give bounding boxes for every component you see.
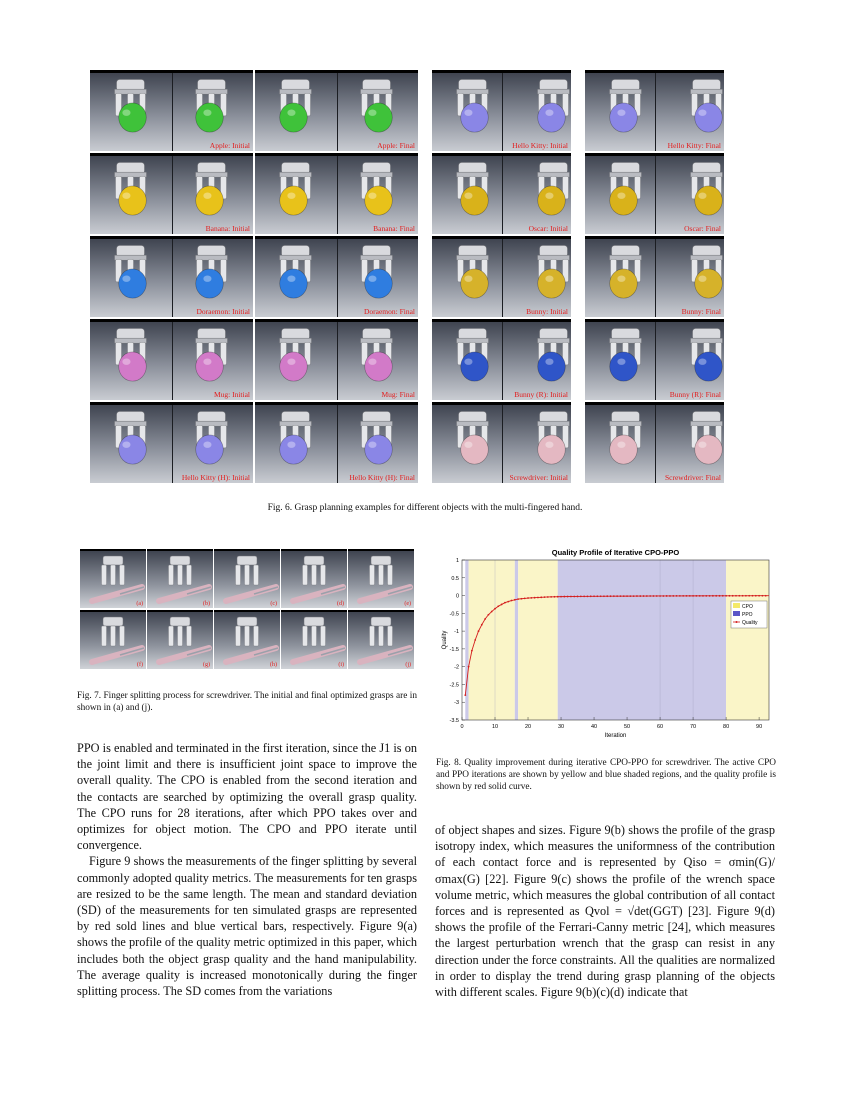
panel-label: Screwdriver: Final	[664, 473, 721, 482]
quality-point	[534, 597, 536, 599]
splitting-scene	[147, 551, 213, 608]
panel-label: Bunny: Initial	[526, 307, 568, 316]
quality-point	[554, 596, 556, 598]
panel-label: Bunny: Final	[681, 307, 721, 316]
grasp-panel	[90, 319, 253, 400]
y-tick-label: -0.5	[449, 611, 459, 618]
quality-point	[610, 595, 612, 597]
y-tick-label: 1	[455, 558, 459, 564]
panel-divider	[502, 239, 503, 317]
quality-point	[481, 624, 483, 626]
grasp-panel	[90, 402, 253, 483]
panel-divider	[502, 156, 503, 234]
x-tick-label: 60	[657, 724, 664, 730]
quality-point	[722, 595, 724, 597]
quality-point	[580, 596, 582, 598]
panel-label: Hello Kitty: Initial	[512, 141, 568, 150]
panel-divider	[337, 156, 338, 234]
quality-point	[504, 602, 506, 604]
grasp-panel	[255, 319, 418, 400]
quality-point	[646, 595, 648, 597]
quality-point	[600, 595, 602, 597]
quality-point	[587, 595, 589, 597]
x-tick-label: 80	[723, 724, 730, 730]
quality-point	[748, 595, 750, 597]
y-tick-label: -2.5	[449, 682, 459, 689]
fig8-caption: Fig. 8. Quality improvement during iterative CPO-PPO for screwdriver. The active CPO and PPO iterations are shown by yellow and blue shaded regions, and the quality profile is shown by red solid curve.	[436, 758, 776, 792]
y-tick-label: 0.5	[451, 575, 459, 582]
x-tick-label: 0	[460, 724, 464, 730]
region-cpo	[726, 560, 769, 720]
x-tick-label: 20	[524, 724, 532, 730]
panel-divider	[172, 239, 173, 317]
y-tick-label: 0	[455, 593, 459, 600]
quality-point	[474, 639, 476, 641]
quality-point	[761, 595, 763, 597]
quality-point	[478, 630, 480, 632]
quality-point	[514, 599, 516, 601]
splitting-label: (j)	[405, 662, 411, 668]
panel-label: Hello Kitty (H): Final	[349, 473, 415, 482]
quality-point	[735, 595, 737, 597]
splitting-scene	[348, 551, 414, 608]
quality-point	[606, 595, 608, 597]
quality-point	[593, 595, 595, 597]
quality-point	[527, 597, 529, 599]
grasp-panel	[90, 153, 253, 234]
quality-point	[616, 595, 618, 597]
grasp-panel	[432, 236, 571, 317]
region-cpo	[518, 560, 558, 720]
splitting-scene	[281, 612, 347, 669]
quality-point	[626, 595, 628, 597]
chart-title: Quality Profile of Iterative CPO-PPO	[551, 548, 680, 557]
grasp-panel	[585, 70, 724, 151]
panel-label: Banana: Final	[373, 224, 415, 233]
splitting-panel	[80, 610, 146, 669]
panel-label: Hello Kitty (H): Initial	[181, 473, 250, 482]
quality-point	[765, 595, 767, 597]
splitting-label: (d)	[337, 601, 344, 607]
panel-divider	[502, 405, 503, 483]
grasp-panel	[90, 70, 253, 151]
y-tick-label: -3.5	[449, 718, 459, 724]
quality-point	[719, 595, 721, 597]
quality-point	[709, 595, 711, 597]
quality-point	[494, 608, 496, 610]
panel-label: Bunny (R): Initial	[514, 390, 568, 399]
x-tick-label: 10	[491, 724, 499, 730]
quality-point	[662, 595, 664, 597]
quality-point	[537, 597, 539, 599]
splitting-scene	[214, 612, 280, 669]
quality-point	[636, 595, 638, 597]
quality-point	[689, 595, 691, 597]
quality-point	[682, 595, 684, 597]
quality-point	[524, 598, 526, 600]
splitting-panel	[147, 549, 213, 608]
quality-point	[643, 595, 645, 597]
grasp-panel	[432, 153, 571, 234]
quality-point	[540, 596, 542, 598]
column-right	[435, 822, 775, 1000]
region-ppo	[515, 560, 518, 720]
panel-divider	[337, 73, 338, 151]
panel-label: Banana: Initial	[205, 224, 250, 233]
quality-point	[596, 595, 598, 597]
quality-point	[649, 595, 651, 597]
splitting-scene	[80, 612, 146, 669]
quality-point	[692, 595, 694, 597]
panel-label: Apple: Initial	[209, 141, 250, 150]
panel-divider	[502, 322, 503, 400]
quality-point	[560, 596, 562, 598]
grasp-panel	[255, 70, 418, 151]
quality-point	[633, 595, 635, 597]
x-tick-label: 40	[590, 724, 598, 730]
panel-label: Oscar: Initial	[528, 224, 568, 233]
quality-point	[570, 596, 572, 598]
quality-point	[563, 596, 565, 598]
quality-point	[468, 666, 470, 668]
splitting-label: (g)	[203, 662, 210, 668]
splitting-scene	[80, 551, 146, 608]
quality-point	[666, 595, 668, 597]
grasp-panel	[585, 319, 724, 400]
quality-point	[577, 596, 579, 598]
quality-point	[629, 595, 631, 597]
quality-point	[732, 595, 734, 597]
panel-divider	[502, 73, 503, 151]
panel-divider	[655, 156, 656, 234]
quality-point	[639, 595, 641, 597]
grasp-panel	[432, 70, 571, 151]
quality-profile-svg	[436, 544, 776, 754]
quality-point	[672, 595, 674, 597]
legend-swatch	[733, 611, 740, 616]
y-axis-label: Quality	[442, 630, 448, 650]
quality-point	[705, 595, 707, 597]
legend-label: PPO	[742, 612, 753, 618]
legend-label: Quality	[742, 620, 758, 626]
panel-divider	[172, 322, 173, 400]
grasp-panel	[585, 153, 724, 234]
splitting-scene	[214, 551, 280, 608]
x-tick-label: 30	[557, 724, 565, 730]
fig7-caption: Fig. 7. Finger splitting process for screwdriver. The initial and final optimized grasps are in shown in (a) and (j).	[77, 691, 417, 713]
panel-label: Screwdriver: Initial	[509, 473, 568, 482]
panel-divider	[655, 73, 656, 151]
y-tick-label: -3	[454, 700, 459, 707]
splitting-label: (i)	[338, 662, 344, 668]
panel-divider	[655, 239, 656, 317]
quality-point	[669, 595, 671, 597]
quality-point	[550, 596, 552, 598]
paragraph-2: Figure 9 shows the measurements of the finger splitting by several commonly adopted quality metrics. The measurements for ten grasps are resized to be the same length. The mean and standard deviation (SD) of the measurements for ten simulated grasps are represented by red sold lines and blue vertical bars, respectively. Figure 9(a) shows the profile of the quality metric optimized in this paper, which includes both the object grasp quality and the hand manipulability. The average quality is increased monotonically during the finger splitting process. The SD comes from the variations	[77, 854, 417, 999]
quality-point	[755, 595, 757, 597]
quality-point	[686, 595, 688, 597]
grasp-panel	[255, 236, 418, 317]
panel-label: Doraemon: Initial	[196, 307, 250, 316]
splitting-scene	[348, 612, 414, 669]
quality-point	[712, 595, 714, 597]
quality-point	[491, 611, 493, 613]
quality-point	[715, 595, 717, 597]
quality-point	[544, 596, 546, 598]
splitting-label: (b)	[203, 601, 210, 607]
quality-point	[557, 596, 559, 598]
quality-point	[507, 601, 509, 603]
quality-point	[752, 595, 754, 597]
quality-point	[583, 595, 585, 597]
panel-divider	[337, 239, 338, 317]
splitting-label: (a)	[136, 601, 143, 607]
x-tick-label: 70	[690, 724, 697, 730]
panel-divider	[337, 405, 338, 483]
quality-point	[497, 605, 499, 607]
quality-point	[653, 595, 655, 597]
quality-point	[745, 595, 747, 597]
legend-swatch	[733, 603, 740, 608]
panel-divider	[172, 73, 173, 151]
grasp-panel	[255, 153, 418, 234]
panel-label: Apple: Final	[377, 141, 415, 150]
quality-point	[488, 614, 490, 616]
panel-divider	[655, 405, 656, 483]
x-tick-label: 90	[756, 724, 763, 730]
grasp-panel	[90, 236, 253, 317]
quality-point	[464, 694, 466, 696]
grasp-panel	[585, 402, 724, 483]
quality-point	[517, 598, 519, 600]
splitting-scene	[147, 612, 213, 669]
legend-label: CPO	[742, 604, 753, 610]
quality-point	[679, 595, 681, 597]
quality-point	[613, 595, 615, 597]
splitting-panel	[80, 549, 146, 608]
quality-point	[484, 618, 486, 620]
quality-point	[623, 595, 625, 597]
splitting-label: (e)	[404, 601, 411, 607]
panel-label: Mug: Final	[381, 390, 415, 399]
quality-point	[603, 595, 605, 597]
y-tick-label: -2	[454, 664, 459, 671]
fig6-grid	[90, 70, 756, 484]
quality-point	[676, 595, 678, 597]
quality-point	[728, 595, 730, 597]
splitting-panel	[214, 549, 280, 608]
splitting-panel	[281, 549, 347, 608]
quality-point	[573, 596, 575, 598]
grasp-panel	[585, 236, 724, 317]
grasp-panel	[255, 402, 418, 483]
panel-label: Doraemon: Final	[363, 307, 415, 316]
splitting-panel	[348, 549, 414, 608]
panel-divider	[172, 405, 173, 483]
region-ppo	[465, 560, 468, 720]
column-left	[77, 740, 417, 999]
quality-point	[742, 595, 744, 597]
quality-point	[620, 595, 622, 597]
quality-point	[659, 595, 661, 597]
splitting-label: (c)	[270, 601, 277, 607]
quality-point	[511, 600, 513, 602]
quality-point	[699, 595, 701, 597]
splitting-panel	[214, 610, 280, 669]
paragraph-1: PPO is enabled and terminated in the first iteration, since the J1 is on the joint limit and there is insufficient joint space to improve the overall quality. The CPO is enabled from the second iteration and the contacts are searched by optimizing the overall grasp quality. The CPO runs for 28 iterations, after which PPO takes over and optimizes for object motion. The CPO and PPO iterate until convergence.	[77, 741, 417, 853]
panel-label: Oscar: Final	[684, 224, 721, 233]
quality-point	[738, 595, 740, 597]
splitting-panel	[348, 610, 414, 669]
quality-point	[521, 598, 523, 600]
quality-point	[530, 597, 532, 599]
quality-point	[725, 595, 727, 597]
quality-point	[547, 596, 549, 598]
grasp-panel	[432, 319, 571, 400]
fig7-grid	[80, 549, 414, 669]
quality-point	[501, 604, 503, 606]
splitting-scene	[281, 551, 347, 608]
quality-point	[567, 596, 569, 598]
paragraph-3: of object shapes and sizes. Figure 9(b) shows the profile of the grasp isotropy index, which measures the uniformness of the contribution of each contact force and is represented by Qiso = σmin(G)/σmax(G) [22]. Figure 9(c) shows the profile of the wrench space volume metric, which measures the global contribution of all contact forces and is represented as Qvol = √det(GGT) [23]. Figure 9(d) shows the profile of the Ferrari-Canny metric [24], which measures the largest perturbation wrench that the grasp can resist in any direction under the force constraints. All the qualities are normalized in order to display the trend during grasp planning of the objects with different scales. Figure 9(b)(c)(d) indicate that	[435, 823, 775, 1000]
panel-divider	[337, 322, 338, 400]
x-axis-label: Iteration	[604, 733, 627, 739]
panel-label: Hello Kitty: Final	[667, 141, 721, 150]
region-ppo	[558, 560, 726, 720]
panel-divider	[655, 322, 656, 400]
quality-point	[590, 595, 592, 597]
splitting-label: (f)	[137, 662, 143, 668]
panel-label: Bunny (R): Final	[669, 390, 721, 399]
grasp-panel	[432, 402, 571, 483]
splitting-label: (h)	[270, 662, 277, 668]
quality-point	[695, 595, 697, 597]
x-tick-label: 50	[623, 724, 631, 730]
quality-point	[702, 595, 704, 597]
y-tick-label: -1	[454, 629, 459, 636]
y-tick-label: -1.5	[449, 646, 459, 653]
fig6-caption: Fig. 6. Grasp planning examples for different objects with the multi-fingered hand.	[267, 503, 583, 513]
quality-point	[656, 595, 658, 597]
quality-point	[471, 650, 473, 652]
splitting-panel	[281, 610, 347, 669]
quality-point	[758, 595, 760, 597]
panel-label: Mug: Initial	[213, 390, 250, 399]
panel-divider	[172, 156, 173, 234]
splitting-panel	[147, 610, 213, 669]
fig8-chart	[436, 544, 776, 754]
